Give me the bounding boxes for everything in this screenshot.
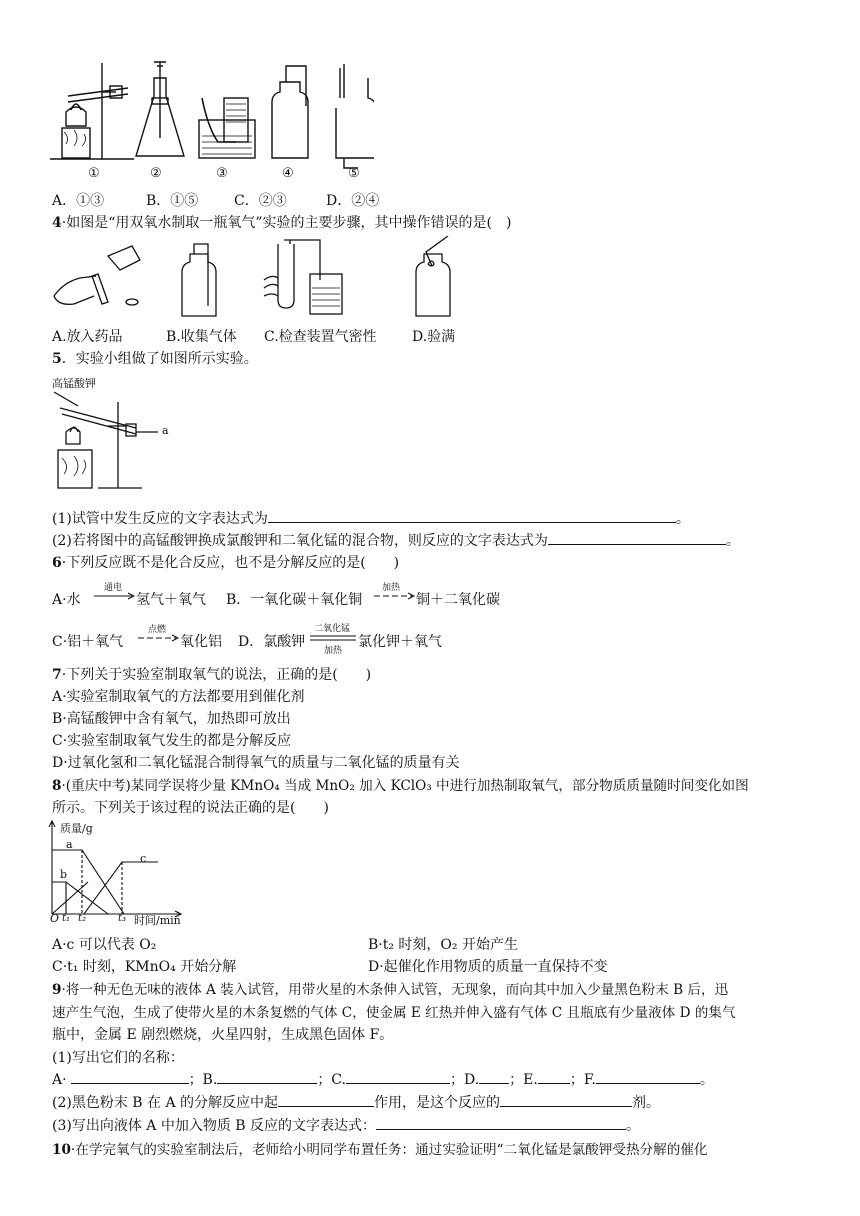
q9-sub1-blanks xyxy=(52,1069,714,1089)
q4-steps-figure xyxy=(48,236,468,326)
q9-blank-label-f: ；F. xyxy=(569,1072,596,1088)
q6-option-d-post: 氯化钾＋氧气 xyxy=(358,634,442,650)
q8-stem-line1 xyxy=(52,774,749,794)
q4-option-d: D.验满 xyxy=(412,329,456,345)
q9-blank-label-d: ；D. xyxy=(449,1072,480,1088)
q3-option-a: A．①③ xyxy=(52,193,105,209)
q9-blank-d[interactable] xyxy=(479,1069,509,1084)
q9-blank-label-a: A· xyxy=(52,1072,67,1088)
q6-option-d-cond-top: 二氧化锰 xyxy=(314,624,351,634)
q8-option-a: A·c 可以代表 O₂ xyxy=(52,937,157,953)
q10-number: 10 xyxy=(52,1142,71,1158)
q8-graph-xlabel: 时间/min xyxy=(134,914,181,927)
q8-graph-ylabel: 质量/g xyxy=(60,822,93,835)
q9-blank-c[interactable] xyxy=(346,1069,450,1084)
q9-stem-line3: 瓶中，金属 E 剧烈燃烧，火星四射，生成黑色固体 F。 xyxy=(52,1027,394,1043)
q8-graph-curve-a: a xyxy=(66,838,73,851)
q7-option-a: A·实验室制取氧气的方法都要用到催化剂 xyxy=(52,689,305,705)
q7-stem xyxy=(52,664,371,684)
q9-sub2-end: 剂。 xyxy=(632,1095,661,1111)
q7-stem-text: ·下列关于实验室制取氧气的说法，正确的是( ) xyxy=(61,667,372,683)
q9-blank-label-c: ；C. xyxy=(317,1072,346,1088)
q9-blank-label-b: ；B. xyxy=(188,1072,218,1088)
q6-option-c-cond: 点燃 xyxy=(148,625,167,635)
q5-sub2-end: 。 xyxy=(725,533,740,549)
q9-sub3-blank[interactable] xyxy=(376,1115,626,1130)
q9-blank-b[interactable] xyxy=(217,1069,317,1084)
q8-graph-curve-c: c xyxy=(140,852,147,865)
q8-number: 8 xyxy=(52,778,62,794)
q5-stem xyxy=(52,348,258,368)
q9-sub2-blank-2[interactable] xyxy=(500,1092,632,1107)
q8-option-d: D·起催化作用物质的质量一直保持不变 xyxy=(368,959,608,975)
q8-graph-origin: O xyxy=(50,912,60,925)
q5-sub2-text: (2)若将图中的高锰酸钾换成氯酸钾和二氧化锰的混合物，则反应的文字表达式为 xyxy=(52,533,548,549)
q6-stem-text: ·下列反应既不是化合反应，也不是分解反应的是( ) xyxy=(61,555,400,571)
q10-stem xyxy=(52,1138,708,1158)
q9-blank-label-e: ；E. xyxy=(509,1072,538,1088)
q5-sub1 xyxy=(52,508,690,528)
q5-sub2 xyxy=(52,530,740,550)
q5-sub1-end: 。 xyxy=(675,511,690,527)
q3-label-5: ⑤ xyxy=(348,166,360,181)
q6-option-a-post: 氢气＋氧气 xyxy=(136,592,206,608)
q6-option-d-pre: D．氯酸钾 xyxy=(238,634,306,650)
q5-heating-figure xyxy=(48,388,178,492)
q9-sub3 xyxy=(52,1115,640,1135)
q9-blank-end: 。 xyxy=(699,1072,714,1088)
q5-sub1-text: (1)试管中发生反应的文字表达式为 xyxy=(52,511,268,527)
q3-option-b: B．①⑤ xyxy=(146,193,199,209)
q3-label-3: ③ xyxy=(216,166,228,181)
q4-option-c: C.检查装置气密性 xyxy=(264,329,377,345)
q3-label-4: ④ xyxy=(282,166,294,181)
q4-stem xyxy=(52,212,511,232)
q8-stem-line2: 所示。下列关于该过程的说法正确的是( ) xyxy=(52,800,329,816)
q9-blank-f[interactable] xyxy=(596,1069,700,1084)
q9-stem-text-1: ·将一种无色无味的液体 A 装入试管，用带火星的木条伸入试管，无现象，而向其中加入少量黑色粉末 B 后，迅 xyxy=(61,982,729,998)
q5-sub2-blank[interactable] xyxy=(548,530,726,545)
q3-apparatus-figure xyxy=(44,58,374,183)
q9-blank-e[interactable] xyxy=(538,1069,570,1084)
q5-stem-text: ．实验小组做了如图所示实验。 xyxy=(61,351,258,367)
q4-number: 4 xyxy=(52,215,62,231)
q9-number: 9 xyxy=(52,982,62,998)
q7-option-b: B·高锰酸钾中含有氧气，加热即可放出 xyxy=(52,711,291,727)
q5-sub1-blank[interactable] xyxy=(268,508,676,523)
q9-sub3-text: (3)写出向液体 A 中加入物质 B 反应的文字表达式： xyxy=(52,1118,377,1134)
q9-blank-a[interactable] xyxy=(71,1069,189,1084)
q9-stem-line2: 速产生气泡，生成了使带火星的木条复燃的气体 C，使金属 E 红热并伸入盛有气体 C 且瓶底有少量液体 D 的集气 xyxy=(52,1005,736,1021)
q6-option-a-pre: A·水 xyxy=(52,592,81,608)
q8-graph-tick-t3: t₃ xyxy=(118,913,127,924)
q6-number: 6 xyxy=(52,555,62,571)
q3-option-c: C．②③ xyxy=(234,193,287,209)
q4-option-a: A.放入药品 xyxy=(52,329,123,345)
q8-graph-tick-t2: t₂ xyxy=(78,913,87,924)
q9-sub1: (1)写出它们的名称： xyxy=(52,1050,184,1066)
q3-option-d: D．②④ xyxy=(326,193,380,209)
q7-option-d: D·过氧化氢和二氧化锰混合制得氧气的质量与二氧化锰的质量有关 xyxy=(52,755,460,771)
q10-stem-text: ·在学完氧气的实验室制法后，老师给小明同学布置任务：通过实验证明“二氧化锰是氯酸钾受热分解的催化 xyxy=(70,1142,708,1158)
q4-option-b: B.收集气体 xyxy=(166,329,237,345)
q6-option-c-pre: C·铝＋氧气 xyxy=(52,634,124,650)
q3-label-1: ① xyxy=(88,166,100,181)
q6-arrow-b xyxy=(374,591,416,601)
q8-option-c: C·t₁ 时刻，KMnO₄ 开始分解 xyxy=(52,959,237,975)
q9-stem-line1 xyxy=(52,978,728,998)
q6-arrow-c xyxy=(138,633,180,643)
q6-option-b-pre: B．一氧化碳＋氧化铜 xyxy=(226,592,363,608)
q6-option-b-post: 铜＋二氧化碳 xyxy=(416,592,500,608)
q8-option-b: B·t₂ 时刻，O₂ 开始产生 xyxy=(368,937,518,953)
q7-number: 7 xyxy=(52,667,62,683)
q8-stem-text-1: ·(重庆中考)某同学误将少量 KMnO₄ 当成 MnO₂ 加入 KClO₃ 中进行加热制取氧气，部分物质质量随时间变化如图 xyxy=(61,778,749,794)
q8-graph-curve-b: b xyxy=(60,868,68,881)
q9-sub3-end: 。 xyxy=(626,1118,641,1134)
q6-equals-d xyxy=(310,634,358,642)
q6-option-a-cond: 通电 xyxy=(104,583,123,593)
q6-option-c-post: 氧化铝 xyxy=(180,634,222,650)
q6-stem xyxy=(52,552,399,572)
q7-option-c: C·实验室制取氧气发生的都是分解反应 xyxy=(52,733,292,749)
q3-label-2: ② xyxy=(150,166,162,181)
q9-sub2-mid: 作用，是这个反应的 xyxy=(374,1095,501,1111)
q6-option-d-cond-bot: 加热 xyxy=(324,646,343,656)
q9-sub2-pre: (2)黑色粉末 B 在 A 的分解反应中起 xyxy=(52,1095,279,1111)
q6-option-b-cond: 加热 xyxy=(382,583,401,593)
q6-arrow-a xyxy=(94,591,136,601)
q5-fig-label: 高锰酸钾 xyxy=(52,377,96,390)
q5-number: 5 xyxy=(52,351,62,367)
q9-sub2 xyxy=(52,1092,660,1112)
q5-fig-a: a xyxy=(162,424,169,437)
q4-stem-text: ·如图是“用双氧水制取一瓶氧气”实验的主要步骤，其中操作错误的是( ) xyxy=(61,215,512,231)
q9-sub2-blank-1[interactable] xyxy=(278,1092,374,1107)
q8-graph-tick-t1: t₁ xyxy=(62,913,71,924)
